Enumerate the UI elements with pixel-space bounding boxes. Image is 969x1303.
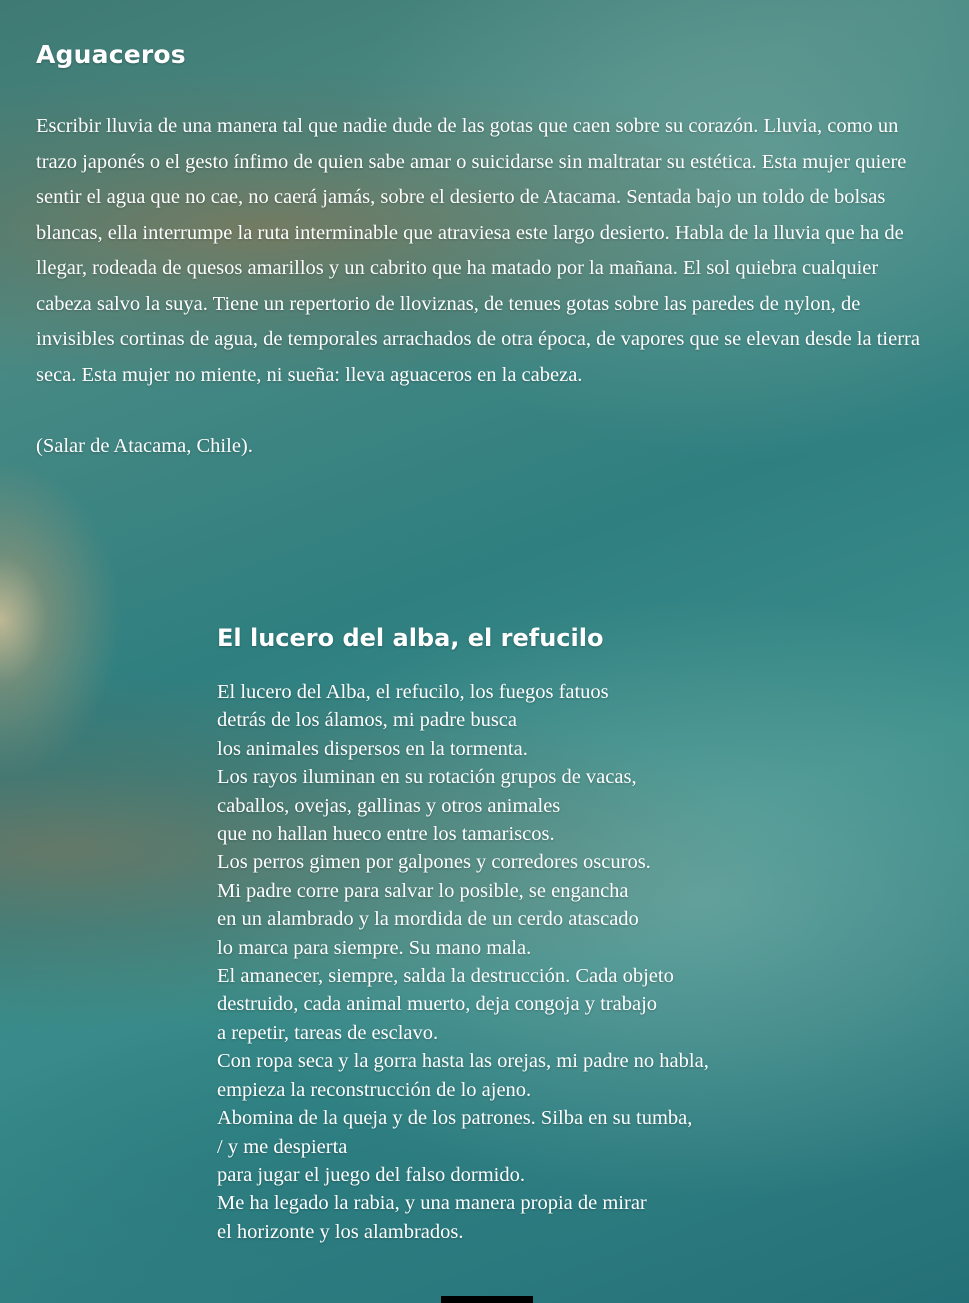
poem-line: los animales dispersos en la tormenta. (217, 737, 528, 760)
poem-line: El lucero del Alba, el refucilo, los fuegos fatuos (217, 681, 609, 703)
poem-line: empieza la reconstrucción de lo ajeno. (217, 1078, 532, 1101)
poem-line: destruido, cada animal muerto, deja congoja y trabajo (217, 993, 658, 1016)
poem-line: que no hallan hueco entre los tamariscos. (217, 823, 555, 846)
poem-line: Mi padre corre para salvar lo posible, se engancha (217, 879, 629, 902)
prose-paragraph: Escribir lluvia de una manera tal que nadie dude de las gotas que caen sobre su corazón. Lluvia, como un trazo japonés o el gesto ínfimo de quien sabe amar o suicidarse sin maltratar su estética. Esta mujer quiere sentir el agua que no cae, no caerá jamás, sobre el desierto de Atacama. Sentada bajo un toldo de bolsas blancas, ella interrumpe la ruta interminable que atraviesa este largo desierto. Habla de la lluvia que ha de llegar, rodeada de quesos amarillos y un cabrito que ha matado por la mañana. El sol quiebra cualquier cabeza salvo la suya. Tiene un repertorio de lloviznas, de tenues gotas sobre las paredes de nylon, de invisibles cortinas de agua, de temporales arrachados de otra época, de vapores que se elevan desde la tierra seca. Esta mujer no miente, ni sueña: lleva aguaceros en la cabeza. (36, 115, 920, 386)
section-aguaceros (36, 40, 936, 465)
poem-line: detrás de los álamos, mi padre busca (217, 709, 518, 732)
poem-line: Los perros gimen por galpones y corredores oscuros. (217, 851, 651, 874)
poem-line: lo marca para siempre. Su mano mala. (217, 936, 532, 959)
poem-line: Me ha legado la rabia, y una manera propia de mirar (217, 1192, 647, 1215)
poem-line: el horizonte y los alambrados. (217, 1220, 464, 1243)
poem-line: a repetir, tareas de esclavo. (217, 1021, 439, 1044)
poem-line: / y me despierta (217, 1135, 348, 1158)
poem-line: Los rayos iluminan en su rotación grupos de vacas, (217, 766, 637, 789)
poem-title: El lucero del alba, el refucilo (217, 624, 604, 652)
poem-line: en un alambrado y la mordida de un cerdo atascado (217, 908, 639, 931)
section-title: Aguaceros (36, 40, 186, 69)
poem-line: El amanecer, siempre, salda la destrucción. Cada objeto (217, 965, 674, 988)
poem-verse (217, 678, 937, 1246)
section-lucero (217, 624, 937, 1246)
poem-line: para jugar el juego del falso dormido. (217, 1163, 525, 1186)
poem-line: caballos, ovejas, gallinas y otros animales (217, 794, 561, 817)
poem-line: Abomina de la queja y de los patrones. Silba en su tumba, (217, 1107, 693, 1130)
place-note: (Salar de Atacama, Chile). (36, 435, 253, 457)
bottom-bar (441, 1296, 533, 1303)
poem-line: Con ropa seca y la gorra hasta las orejas, mi padre no habla, (217, 1050, 709, 1073)
